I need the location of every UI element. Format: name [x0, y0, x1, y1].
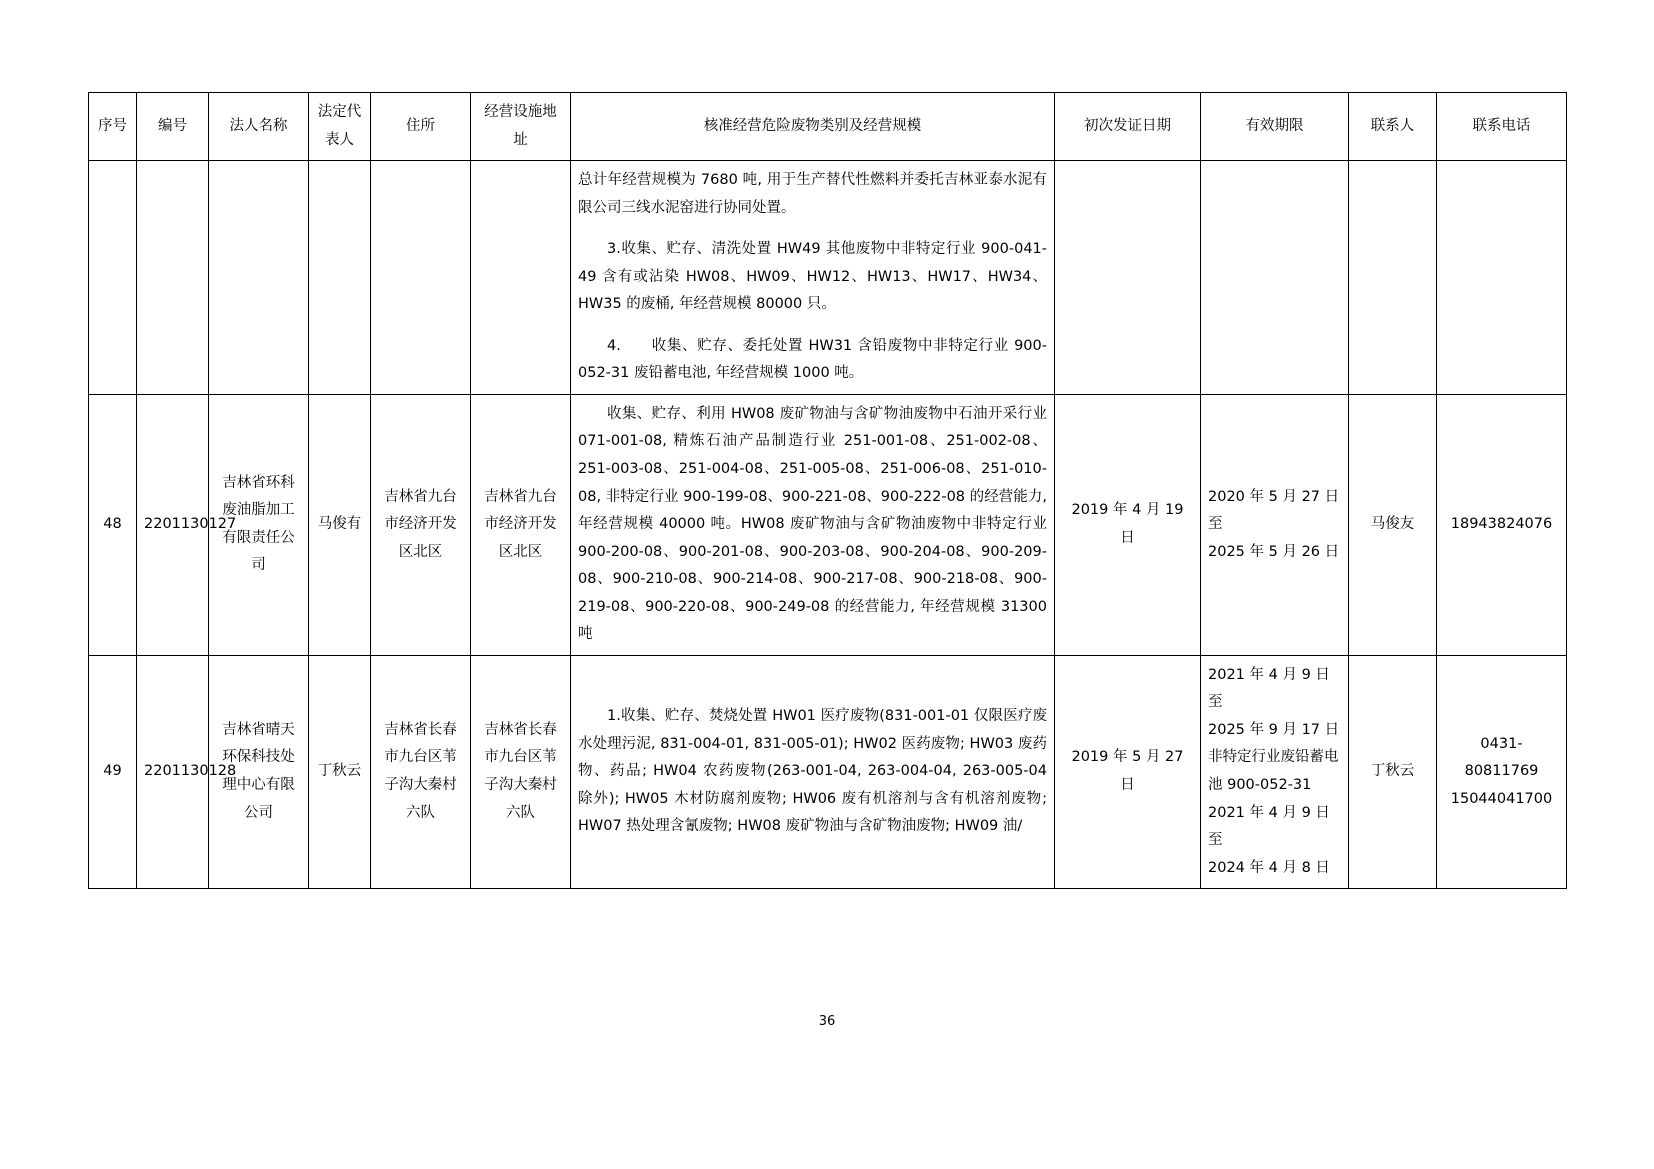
- header-code: 编号: [137, 93, 209, 161]
- cell-facility-address: 吉林省长春市九台区苇子沟大秦村六队: [471, 655, 571, 888]
- cell-approved-scope: [571, 655, 1055, 888]
- validity-line: 2025 年 9 月 17 日: [1208, 721, 1340, 738]
- header-validity-period: 有效期限: [1201, 93, 1349, 161]
- cell-legal-entity-name: 吉林省环科废油脂加工有限责任公司: [209, 394, 309, 655]
- cell-legal-representative: 马俊有: [309, 394, 371, 655]
- validity-line: 2021 年 4 月 9 日至: [1208, 666, 1330, 711]
- cell-contact-phone: [1437, 161, 1567, 395]
- cell-residence: [371, 161, 471, 395]
- table-row: [89, 655, 1567, 888]
- cell-residence: 吉林省长春市九台区苇子沟大秦村六队: [371, 655, 471, 888]
- cell-legal-representative: 丁秋云: [309, 655, 371, 888]
- table-row: [89, 161, 1567, 395]
- validity-line: 非特定行业废铅蓄电池 900-052-31: [1208, 749, 1339, 794]
- cell-approved-scope: [571, 394, 1055, 655]
- scope-paragraph: 4. 收集、贮存、委托处置 HW31 含铅废物中非特定行业 900-052-31 废铅蓄电池, 年经营规模 1000 吨。: [578, 337, 1047, 382]
- header-facility-address: 经营设施地址: [471, 93, 571, 161]
- cell-code: 2201130127: [137, 394, 209, 655]
- cell-approved-scope: [571, 161, 1055, 395]
- cell-code: [137, 161, 209, 395]
- table-header-row: [89, 93, 1567, 161]
- cell-contact-phone: [1437, 655, 1567, 888]
- header-legal-entity-name: 法人名称: [209, 93, 309, 161]
- cell-legal-entity-name: [209, 161, 309, 395]
- cell-contact-person: [1349, 161, 1437, 395]
- header-contact-phone: 联系电话: [1437, 93, 1567, 161]
- phone-line: 15044041700: [1450, 790, 1553, 807]
- cell-seq: 48: [89, 394, 137, 655]
- header-seq: 序号: [89, 93, 137, 161]
- phone-line: 0431-80811769: [1464, 735, 1539, 780]
- phone-line: 18943824076: [1450, 516, 1553, 533]
- scope-paragraph: 收集、贮存、利用 HW08 废矿物油与含矿物油废物中石油开采行业 071-001-08, 精炼石油产品制造行业 251-001-08、251-002-08、251-003-08、251-004-08、251-005-08、251-006-08、251-010-08, 非特定行业 900-199-08、900-221-08、900-222-08 的经营能力, 年经营规模 40000 吨。HW08 废矿物油与含矿物油废物中非特定行业 900-200-08、900-201-08、900-203-08、900-204-08、900-209-08、900-210-08、900-214-08、900-217-08、900-218-08、900-219-08、900-220-08、900-249-08 的经营能力, 年经营规模 31300 吨: [578, 405, 1047, 643]
- cell-first-issue-date: 2019 年 5 月 27 日: [1055, 655, 1201, 888]
- validity-line: 2021 年 4 月 9 日至: [1208, 804, 1330, 849]
- header-legal-representative: 法定代表人: [309, 93, 371, 161]
- cell-residence: 吉林省九台市经济开发区北区: [371, 394, 471, 655]
- cell-code: 2201130128: [137, 655, 209, 888]
- cell-validity-period: [1201, 655, 1349, 888]
- cell-validity-period: [1201, 394, 1349, 655]
- header-first-issue-date: 初次发证日期: [1055, 93, 1201, 161]
- scope-paragraph: 总计年经营规模为 7680 吨, 用于生产替代性燃料并委托吉林亚泰水泥有限公司三线水泥窑进行协同处置。: [578, 172, 1047, 216]
- cell-facility-address: [471, 161, 571, 395]
- cell-seq: [89, 161, 137, 395]
- cell-first-issue-date: 2019 年 4 月 19 日: [1055, 394, 1201, 655]
- cell-facility-address: 吉林省九台市经济开发区北区: [471, 394, 571, 655]
- validity-line: 2024 年 4 月 8 日: [1208, 859, 1330, 876]
- cell-seq: 49: [89, 655, 137, 888]
- cell-legal-representative: [309, 161, 371, 395]
- scope-paragraph: 1.收集、贮存、焚烧处置 HW01 医疗废物(831-001-01 仅限医疗废水处理污泥, 831-004-01, 831-005-01); HW02 医药废物; HW03 废药物、药品; HW04 农药废物(263-001-04, 263-004-04, 263-005-04 除外); HW05 木材防腐剂废物; HW06 废有机溶剂与含有机溶剂废物; HW07 热处理含氰废物; HW08 废矿物油与含矿物油废物; HW09 油/: [578, 708, 1047, 835]
- cell-contact-person: 丁秋云: [1349, 655, 1437, 888]
- scope-paragraph: 3.收集、贮存、清洗处置 HW49 其他废物中非特定行业 900-041-49 含有或沾染 HW08、HW09、HW12、HW13、HW17、HW34、HW35 的废桶, 年经营规模 80000 只。: [578, 241, 1047, 313]
- cell-validity-period: [1201, 161, 1349, 395]
- cell-contact-person: 马俊友: [1349, 394, 1437, 655]
- header-contact-person: 联系人: [1349, 93, 1437, 161]
- table-row: [89, 394, 1567, 655]
- page-number: 36: [818, 1014, 836, 1029]
- validity-line: 2025 年 5 月 26 日: [1208, 543, 1340, 560]
- validity-line: 2020 年 5 月 27 日至: [1208, 488, 1340, 533]
- header-approved-scope: 核准经营危险废物类别及经营规模: [571, 93, 1055, 161]
- cell-contact-phone: [1437, 394, 1567, 655]
- hazardous-waste-license-table: [88, 92, 1567, 889]
- cell-legal-entity-name: 吉林省晴天环保科技处理中心有限公司: [209, 655, 309, 888]
- cell-first-issue-date: [1055, 161, 1201, 395]
- header-residence: 住所: [371, 93, 471, 161]
